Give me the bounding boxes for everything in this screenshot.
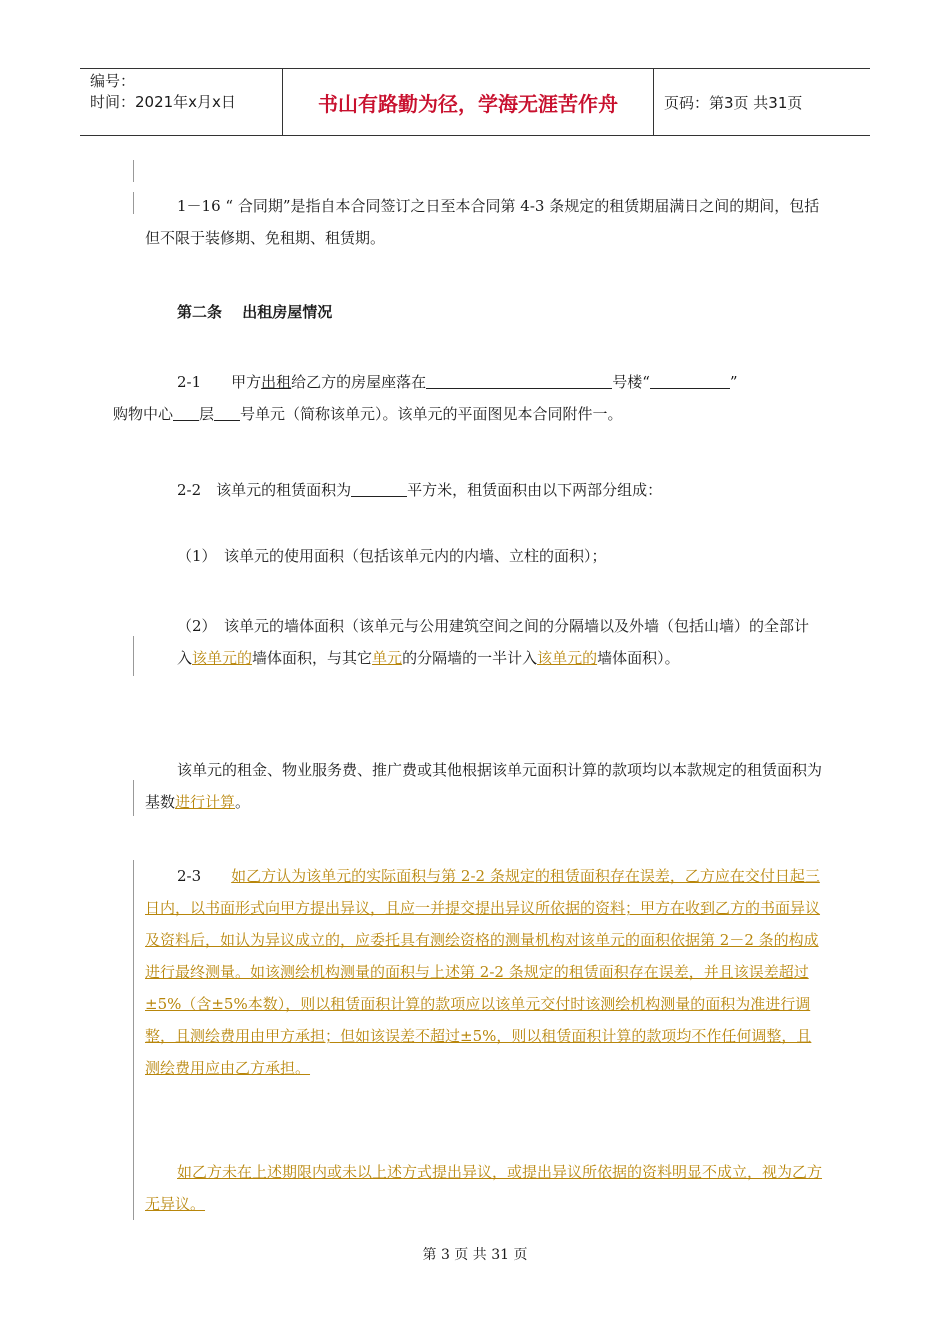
clause-2-3 [145, 860, 825, 1084]
clause-2-2-prefix: 2-2 该单元的租赁面积为 [177, 481, 352, 499]
objection-para: 如乙方未在上述期限内或未以上述方式提出异议，或提出异议所依据的资料明显不成立，视为乙方无异议。 [145, 1163, 823, 1213]
item-2-text-a: （2） 该单元的墙体面积（该单元与公用建筑空间之间的分隔墙以及外墙（包括山墙）的全部计入 [177, 617, 810, 667]
time-label: 时间：2021年x月x日 [90, 93, 236, 111]
tracked-change: 如乙方认为该单元的实际面积与第 2-2 条规定的租赁面积存在误差，乙方应在交付日起三日内，以书面形式向甲方提出异议，且应一并提交提出异议所依据的资料；甲方在收到乙方的书面异议及资料后，如认为异议成立的，应委托具有测绘资格的测量机构对该单元的面积依据第 2－2 条的构成进行最终测量。如该测绘机构测量的面积与上述第 2-2 条规定的租赁面积存在误差，并且该误差超过±5%（含±5%本数），则以租赁面积计算的款项应以该单元交付时该测绘机构测量的面积为准进行调整，且测绘费用由甲方承担；但如该误差不超过±5%，则以租赁面积计算的款项均不作任何调整，且测绘费用应由乙方承担。 [145, 867, 821, 1077]
unit-blank [214, 402, 240, 421]
clause-2-3-prefix: 2-3 [177, 867, 232, 885]
mall-name-blank [650, 370, 730, 389]
rent-basis-para [145, 754, 825, 818]
header-page [654, 69, 870, 135]
clause-1-16: 1－16 “ 合同期”是指自本合同签订之日至本合同第 4-3 条规定的租赁期届满日之间的期间，包括但不限于装修期、免租期、租赁期。 [145, 197, 820, 247]
location-blank [426, 370, 612, 389]
clause-2-1-prefix: 2-1 甲方 [177, 373, 262, 391]
page-header [80, 68, 870, 136]
header-motto: 书山有路勤为径，学海无涯苦作舟 [318, 91, 618, 116]
close-quote: ” [729, 373, 738, 391]
area-blank [351, 478, 407, 497]
item-2-text-c: 的分隔墙的一半计入 [402, 649, 538, 667]
header-info [80, 69, 282, 135]
clause-2-1 [113, 366, 825, 430]
revision-bar [133, 160, 134, 182]
floor-blank [173, 402, 199, 421]
article-2-title: 第二条 出租房屋情况 [177, 303, 333, 321]
mall-label: 购物中心 [113, 405, 174, 423]
revision-bar [133, 780, 134, 816]
building-label: 号楼“ [612, 373, 650, 391]
tracked-change: 单元 [372, 649, 403, 667]
tracked-change: 该单元的 [537, 649, 598, 667]
page-footer: 第 3 页 共 31 页 [422, 1247, 528, 1263]
tracked-change: 该单元的 [192, 649, 253, 667]
revision-bar [133, 636, 134, 676]
number-label: 编号： [90, 72, 136, 90]
unit-label: 号单元（简称该单元）。该单元的平面图见本合同附件一。 [240, 405, 623, 423]
page-label: 页码：第3页 共31页 [664, 93, 803, 112]
floor-label: 层 [199, 405, 215, 423]
rent-basis-end: 。 [235, 793, 251, 811]
header-motto-cell [282, 69, 654, 135]
item-2-text-d: 墙体面积）。 [597, 649, 680, 667]
item-2-text-b: 墙体面积，与其它 [252, 649, 373, 667]
item-1: （1） 该单元的使用面积（包括该单元内的内墙、立柱的面积）； [177, 547, 607, 565]
clause-2-1-mid: 给乙方的房屋座落在 [291, 373, 427, 391]
revision-bar [133, 192, 134, 214]
tracked-change: 进行计算 [175, 793, 236, 811]
clause-2-2-suffix: 平方米，租赁面积由以下两部分组成： [407, 481, 663, 499]
rent-word: 出租 [261, 373, 292, 391]
item-2 [177, 610, 822, 674]
revision-bar [133, 860, 134, 1220]
rent-basis-text: 该单元的租金、物业服务费、推广费或其他根据该单元面积计算的款项均以本款规定的租赁面积为基数 [145, 761, 823, 811]
clause-2-2 [145, 474, 825, 506]
